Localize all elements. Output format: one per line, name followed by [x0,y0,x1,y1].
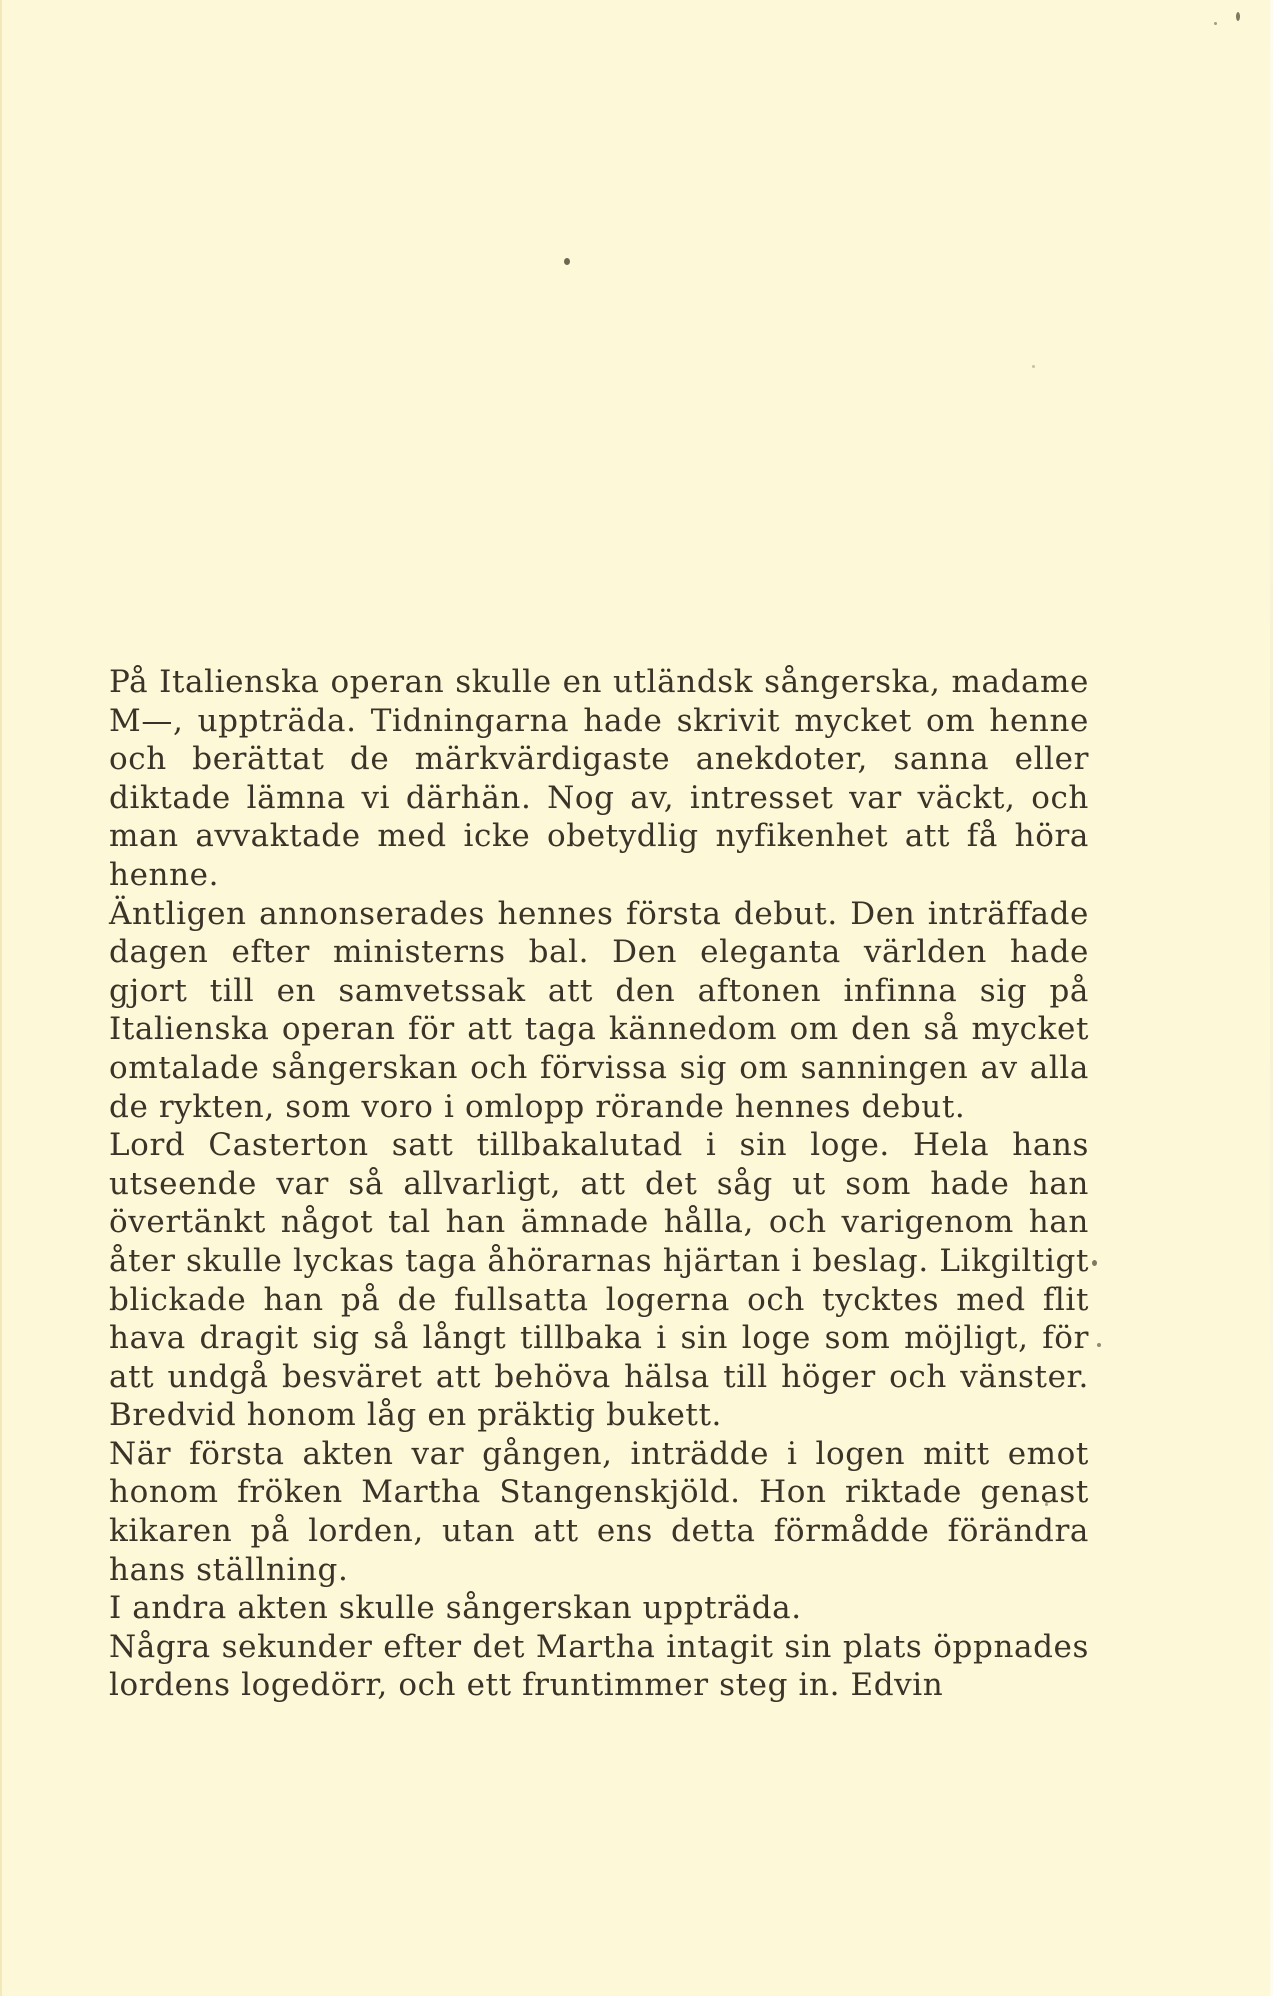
ink-speck [1097,1343,1101,1347]
ink-speck [1092,1260,1097,1266]
ink-speck [1032,365,1035,368]
paragraph-6: Några sekunder efter det Martha intagit sin plats öppnades lordens logedörr, och ett fruntimmer steg in. Edvin [109,1628,1089,1704]
paragraph-2: Äntligen annonserades hennes första debut. Den inträffade dagen efter ministerns bal. Den eleganta världen hade gjort till en samvetssak att den aftonen infinna sig på Italienska operan för att taga kännedom om den så mycket omtalade sångerskan och förvissa sig om sanningen av alla de rykten, som voro i omlopp rörande hennes debut. [109,895,1089,1125]
ink-speck [1236,12,1240,21]
ink-speck [1214,22,1217,25]
paragraph-1: På Italienska operan skulle en utländsk sångerska, madame M—, uppträda. Tidningarna hade skrivit mycket om henne och berättat de märkvärdigaste anekdoter, sanna eller diktade lämna vi därhän. Nog av, intresset var väckt, och man avvaktade med icke obetydlig nyfikenhet att få höra henne. [109,664,1089,893]
paragraph-4: När första akten var gången, inträdde i logen mitt emot honom fröken Martha Stangenskjöld. Hon riktade genast kikaren på lorden, utan att ens detta förmådde förändra hans ställning. [109,1435,1089,1588]
paragraph-3: Lord Casterton satt tillbakalutad i sin loge. Hela hans utseende var så allvarligt, att det såg ut som hade han övertänkt något tal han ämnade hålla, och varigenom han åter skulle lyckas taga åhörarnas hjärtan i beslag. Likgiltigt blickade han på de fullsatta logerna och tycktes med flit hava dragit sig så långt tillbaka i sin loge som möjligt, för att undgå besväret att behöva hälsa till höger och vänster. Bredvid honom låg en präktig bukett. [109,1127,1089,1434]
ink-speck [564,258,570,265]
body-text [109,663,1089,1705]
paragraph-5: I andra akten skulle sångerskan uppträda. [109,1590,802,1627]
